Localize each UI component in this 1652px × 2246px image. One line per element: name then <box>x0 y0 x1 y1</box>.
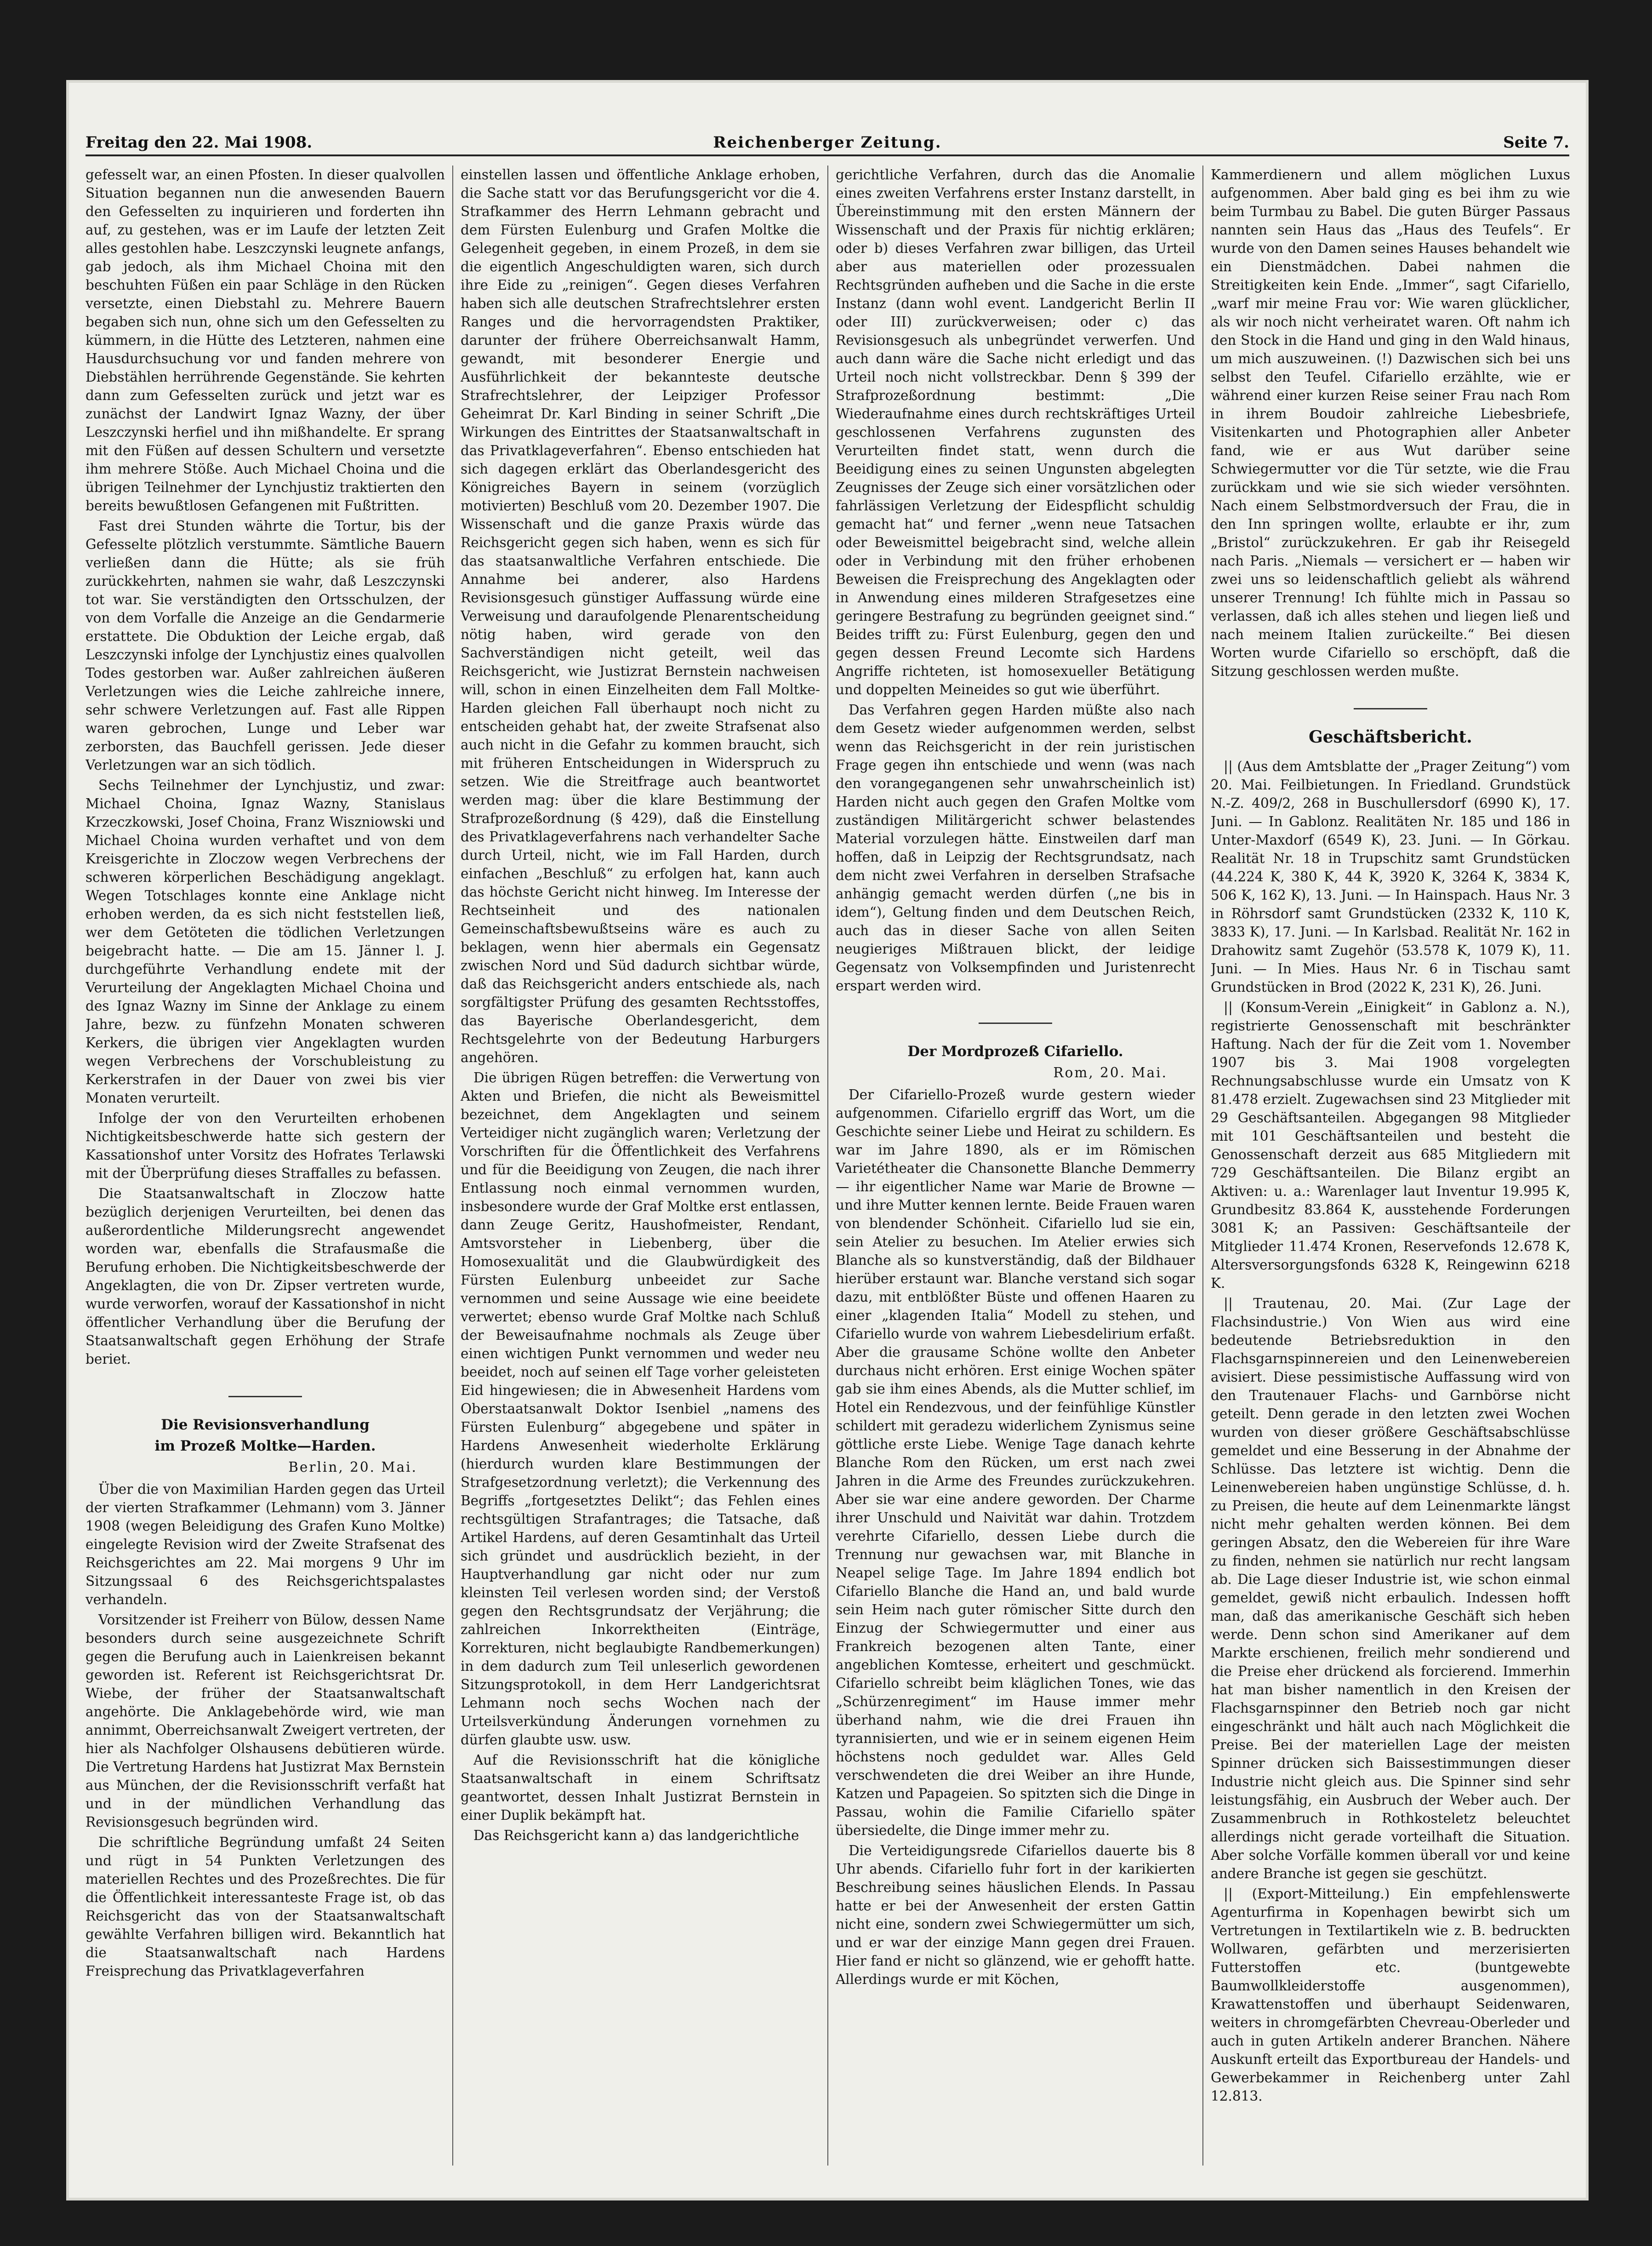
article-paragraph: Kammerdienern und allem möglichen Luxus aufgenommen. Aber bald ging es bei ihm zu wie beim Turmbau zu Babel. Die guten Bürger Passaus nannten sein Haus das „Haus des Teufels“. Er wurde von den Damen seines Hauses behandelt wie ein Dienstmädchen. Dabei nahmen die Streitigkeiten kein Ende. „Immer“, sagt Cifariello, „warf mir meine Frau vor: Wie waren glücklicher, als wir noch nicht verheiratet waren. Oft nahm ich den Stock in die Hand und ging in den Wald hinaus, um mich auszuweinen. (!) Dazwischen sich bei uns selbst den Teufel. Cifariello erzählte, wie er während einer kurzen Reise seiner Frau nach Rom in ihrem Boudoir zahlreiche Liebesbriefe, Visitenkarten und Photographien aller Anbeter fand, wie er aus Wut darüber seine Schwiegermutter vor die Tür setzte, wie die Frau zurückkam und wie sie sich wieder versöhnten. Nach einem Selbstmordversuch der Frau, die in den Inn springen wollte, erlaubte er ihr, zum „Bristol“ zurückzukehren. Er gab ihr Reisegeld nach Paris. „Niemals — versichert er — haben wir zwei uns so leidenschaftlich geliebt als während unserer Trennung! Ich fühlte mich in Passau so verlassen, daß ich alles stehen und liegen ließ und nach meinem Italien zurückeilte.“ Bei diesen Worten wurde Cifariello so erschöpft, daß die Sitzung geschlossen werden mußte. <box>1211 167 1570 679</box>
newspaper-page <box>69 83 1586 2198</box>
page-header <box>85 127 1569 156</box>
article-paragraph: Über die von Maximilian Harden gegen das Urteil der vierten Strafkammer (Lehmann) vom 3. Jänner 1908 (wegen Beleidigung des Grafen Kuno Moltke) eingelegte Revision wird der Zweite Strafsenat des Reichsgerichtes am 22. Mai morgens 9 Uhr im Sitzungssaal 6 des Reichsgerichtspalastes verhandeln. <box>85 1481 445 1607</box>
article-paragraph: gefesselt war, an einen Pfosten. In dieser qualvollen Situation begannen nun die anwesenden Bauern den Gefesselten zu inquirieren und forderten ihn auf, zu gestehen, was er im Laufe der letzten Zeit alles gestohlen habe. Leszczynski leugnete anfangs, gab jedoch, als ihm Michael Choina mit den beschuhten Füßen ein paar Schläge in den Rücken versetzte, einen Diebstahl zu. Mehrere Bauern begaben sich nun, ohne sich um den Gefesselten zu kümmern, in die Hütte des Letzteren, nahmen eine Hausdurchsuchung vor und fanden mehrere von Diebstählen herrührende Gegenstände. Sie kehrten dann zum Gefesselten zurück und jetzt war es zunächst der Landwirt Ignaz Wazny, der über Leszczynski herfiel und ihn mißhandelte. Er sprang mit den Füßen auf dessen Schultern und versetzte ihm mehrere Stöße. Auch Michael Choina und die übrigen Teilnehmer der Lynchjustiz traktierten den bereits bewußtlosen Gefangenen mit Fußtritten. <box>85 167 445 514</box>
article-dateline: Berlin, 20. Mai. <box>288 1459 417 1475</box>
article-dateline: Rom, 20. Mai. <box>1053 1065 1168 1080</box>
article-paragraph: Sechs Teilnehmer der Lynchjustiz, und zwar: Michael Choina, Ignaz Wazny, Stanislaus Krzeczkowski, Josef Choina, Franz Wiszniowski und Michael Choina wurden verhaftet und von dem Kreisgerichte in Zloczow wegen Verbrechens der schweren körperlichen Beschädigung angeklagt. Wegen Totschlages konnte eine Anklage nicht erhoben werden, da es sich nicht feststellen ließ, wer dem Getöteten die tödlichen Verletzungen beigebracht hatte. — Die am 15. Jänner l. J. durchgeführte Verhandlung endete mit der Verurteilung der Angeklagten Michael Choina und des Ignaz Wazny im Sinne der Anklage zu einem Jahre, bezw. zu fünfzehn Monaten schweren Kerkers, die übrigen vier Angeklagten wurden wegen Verbrechens der Vorschubleistung zu Kerkerstrafen in der Dauer von zwei bis vier Monaten verurteilt. <box>85 777 445 1106</box>
column-3 <box>836 166 1195 2166</box>
article-heading: Der Mordprozeß Cifariello. <box>907 1043 1123 1060</box>
article-paragraph: Die Verteidigungsrede Cifariellos dauerte bis 8 Uhr abends. Cifariello fuhr fort in der karikierten Beschreibung seines häuslichen Elends. In Passau hatte er bei der Anwesenheit der ersten Gattin nicht eine, sondern zwei Schwiegermütter um sich, und er war der einzige Mann gegen drei Frauen. Hier fand er nicht so glänzend, wie er gehofft hatte. Allerdings wurde er mit Köchen, <box>836 1843 1195 1987</box>
article-paragraph: Die übrigen Rügen betreffen: die Verwertung von Akten und Briefen, die nicht als Beweismittel bezeichnet, dem Angeklagten und seinem Verteidiger nicht zugänglich waren; Verletzung der Vorschriften für die Öffentlichkeit des Verfahrens und für die Beeidigung von Zeugen, die nach ihrer Entlassung noch einmal vernommen wurden, insbesondere wurde der Graf Moltke erst entlassen, dann Zeuge Geritz, Haushofmeister, Rendant, Amtsvorsteher in Liebenberg, über die Homosexualität und die Glaubwürdigkeit des Fürsten Eulenburg unbeeidet zur Sache vernommen und seine Aussage wie eine beeidete verwertet; ebenso wurde Graf Moltke nach Schluß der Beweisaufnahme nochmals als Zeuge über einen wichtigen Punkt vernommen und weder neu beeidet, noch auf seinen elf Tage vorher geleisteten Eid hingewiesen; die in Abwesenheit Hardens vom Oberstaatsanwalt Doktor Isenbiel „namens des Fürsten Eulenburg“ abgegebene und später in Hardens Anwesenheit wiederholte Erklärung (hierdurch wurden klare Bestimmungen der Strafgesetzordnung verletzt); die Verkennung des Begriffs „fortgesetztes Delikt“; das Fehlen eines rechtsgültigen Strafantrages; die Tatsache, daß Artikel Hardens, auf deren Gesamtinhalt das Urteil sich gründet und ausdrücklich bezieht, in der Hauptverhandlung gar nicht oder nur zum kleinsten Teil verlesen worden sind; der Verstoß gegen den Rechtsgrundsatz der Verjährung; die zahlreichen Inkorrektheiten (Einträge, Korrekturen, nicht beglaubigte Randbemerkungen) in dem dadurch zum Teil unleserlich gewordenen Sitzungsprotokoll, in dem Herr Landgerichtsrat Lehmann noch sechs Wochen nach der Urteilsverkündung Änderungen vornehmen zu dürfen glaubte usw. usw. <box>461 1070 820 1748</box>
business-notice: || (Export-Mitteilung.) Ein empfehlenswerte Agenturfirma in Kopenhagen bewirbt sich um Vertretungen in Textilartikeln wie z. B. bedruckten Wollwaren, gefärbten und merzerisierten Futterstoffen etc. (buntgewebte Baumwollkleiderstoffe ausgenommen), Krawattenstoffen und überhaupt Seidenwaren, weiters in chromgefärbten Chevreau-Oberleder und auch in guten Artikeln anderer Branchen. Nähere Auskunft erteilt das Exportbureau der Handels- und Gewerbekammer in Reichenberg unter Zahl 12.813. <box>1211 1886 1570 2104</box>
article-paragraph: Das Reichsgericht kann a) das landgerichtliche <box>473 1828 799 1843</box>
column-2 <box>461 166 820 2166</box>
article-paragraph: Die Staatsanwaltschaft in Zloczow hatte bezüglich derjenigen Verurteilten, bei denen das außerordentliche Milderungsrecht angewendet worden war, ebenfalls die Strafausmaße die Berufung erhoben. Die Nichtigkeitsbeschwerde der Angeklagten, die von Dr. Zipser vertreten wurde, wurde verworfen, worauf der Kassationshof in nicht öffentlicher Verhandlung über die Berufung der Staatsanwaltschaft gegen Erhöhung der Strafe beriet. <box>85 1186 445 1367</box>
article-paragraph: Infolge der von den Verurteilten erhobenen Nichtigkeitsbeschwerde hatte sich gestern der Kassationshof unter Vorsitz des Hofrates Terlawski mit der Überprüfung dieses Straffalles zu befassen. <box>85 1110 445 1181</box>
column-rule <box>827 166 828 2166</box>
article-paragraph: einstellen lassen und öffentliche Anklage erhoben, die Sache statt vor das Berufungsgericht vor die 4. Strafkammer des Herrn Lehmann gebracht und dem Fürsten Eulenburg und Grafen Moltke die Gelegenheit gegeben, in einem Prozeß, in dem sie die eigentlich Angeschuldigten waren, sich durch ihre Eide zu „reinigen“. Gegen dieses Verfahren haben sich alle deutschen Strafrechtslehrer ersten Ranges und die hervorragendsten Praktiker, darunter der frühere Oberreichsanwalt Hamm, gewandt, mit besonderer Energie und Ausführlichkeit der bekannteste deutsche Strafrechtslehrer, der Leipziger Professor Geheimrat Dr. Karl Binding in seiner Schrift „Die Wirkungen des Eintrittes der Staatsanwaltschaft in das Privatklageverfahren“. Ebenso entschieden hat sich dagegen erklärt das Oberlandesgericht des Königreiches Bayern in seinem (vorzüglich motivierten) Beschluß vom 20. Dezember 1907. Die Wissenschaft und die ganze Praxis würde das Reichsgericht gegen sich haben, wenn es sich für das staatsanwaltliche Verfahren entschiede. Die Annahme bei anderer, also Hardens Revisionsgesuch günstiger Auffassung würde eine Verweisung und daraufolgende Plenarentscheidung nötig haben, wird gerade von den Sachverständigen nicht geteilt, weil das Reichsgericht, wie Justizrat Bernstein nachweisen will, schon in einen Einzelheiten dem Fall Moltke-Harden gleichen Fall überhaupt noch nicht zu entscheiden gehabt hat, der zweite Strafsenat also auch nicht in die Gefahr zu kommen braucht, sich mit früheren Entscheidungen in Widerspruch zu setzen. Wie die Streitfrage auch beantwortet werden mag: über die klare Bestimmung der Strafprozeßordnung (§ 429), daß die Einstellung des Privatklageverfahrens nach verhandelter Sache durch Urteil, nicht, wie im Fall Harden, durch einfachen „Beschluß“ zu erfolgen hat, kann auch das höchste Gericht nicht hinweg. Im Interesse der Rechtseinheit und des nationalen Gemeinschaftsbewußtseins wäre es auch zu beklagen, wenn hier abermals ein Gegensatz zwischen Nord und Süd dadurch sichtbar würde, daß das Reichsgericht anders entschiede als, nach sorgfältigster Prüfung des gesamten Rechtsstoffes, das Bayerische Oberlandesgericht, dem Rechtsgelehrte von der Bedeutung Harburgers angehören. <box>461 167 820 1065</box>
header-date: Freitag den 22. Mai 1908. <box>85 133 313 152</box>
article-paragraph: Die schriftliche Begründung umfaßt 24 Seiten und rügt in 54 Punkten Verletzungen des materiellen Rechtes und des Prozeßrechtes. Die für die Öffentlichkeit interessanteste Frage ist, ob das Reichsgericht das von der Staatsanwaltschaft gewählte Verfahren billigen wird. Bekanntlich hat die Staatsanwaltschaft nach Hardens Freisprechung das Privatklageverfahren <box>85 1835 445 1979</box>
section-divider <box>979 1023 1052 1024</box>
section-title: Geschäftsbericht. <box>1309 727 1472 747</box>
business-notice: || (Konsum-Verein „Einigkeit“ in Gablonz a. N.), registrierte Genossenschaft mit beschränkter Haftung. Nach der für die Zeit vom 1. November 1907 bis 3. Mai 1908 vorgelegten Rechnungsabschlusse wurde ein Umsatz von K 81.478 erzielt. Zugewachsen sind 23 Mitglieder mit 29 Geschäftsanteilen. Abgegangen 98 Mitglieder mit 101 Geschäftsanteilen und besteht die Genossenschaft derzeit aus 685 Mitgliedern mit 729 Geschäftsanteilen. Die Bilanz ergibt an Aktiven: u. a.: Warenlager laut Inventur 19.995 K, Grundbesitz 83.864 K, ausstehende Forderungen 3081 K; an Passiven: Geschäftsanteile der Mitglieder 11.474 Kronen, Reservefonds 12.678 K, Altersversorgungsfonds 6328 K, Reingewinn 6218 K. <box>1211 1000 1570 1291</box>
column-4 <box>1211 166 1570 2166</box>
column-1 <box>85 166 445 2166</box>
article-paragraph: Auf die Revisionsschrift hat die königliche Staatsanwaltschaft in einem Schriftsatz geantwortet, dessen Inhalt Justizrat Bernstein in einer Duplik bekämpft hat. <box>461 1752 820 1823</box>
header-page-number: Seite 7. <box>1503 133 1569 152</box>
article-paragraph: Vorsitzender ist Freiherr von Bülow, dessen Name besonders durch seine ausgezeichnete Schrift gegen die Berufung auch in Laienkreisen bekannt geworden ist. Referent ist Reichsgerichtsrat Dr. Wiebe, der früher der Staatsanwaltschaft angehörte. Die Anklagebehörde wird, wie man annimmt, Oberreichsanwalt Zweigert vertreten, der hier als Nachfolger Olshausens debütieren würde. Die Vertretung Hardens hat Justizrat Max Bernstein aus München, der die Revisionsschrift verfaßt hat und in der mündlichen Verhandlung das Revisionsgesuch begründen wird. <box>85 1612 445 1830</box>
header-paper-name: Reichenberger Zeitung. <box>713 133 942 152</box>
column-rule <box>1202 166 1203 2166</box>
article-paragraph: Fast drei Stunden währte die Tortur, bis der Gefesselte plötzlich verstummte. Sämtliche Bauern verließen dann die Hütte; als sie früh zurückkehrten, nahmen sie wahr, daß Leszczynski tot war. Sie verständigten den Ortsschulzen, der von dem Vorfalle die Anzeige an die Gendarmerie erstattete. Die Obduktion der Leiche ergab, daß Leszczynski infolge der Lynchjustiz eines qualvollen Todes gestorben war. Außer zahlreichen äußeren Verletzungen wies die Leiche zahlreiche innere, sehr schwere Verletzungen auf. Fast alle Rippen waren gebrochen, Lunge und Leber war zerborsten, das Bauchfell gerissen. Jede dieser Verletzungen war an sich tödlich. <box>85 518 445 773</box>
article-paragraph: Der Cifariello-Prozeß wurde gestern wieder aufgenommen. Cifariello ergriff das Wort, um die Geschichte seiner Liebe und Heirat zu schildern. Es war im Jahre 1890, als er im Römischen Varietétheater die Chansonette Blanche Demmerry — ihr eigentlicher Name war Marie de Browne — und ihre Mutter kennen lernte. Beide Frauen waren von blendender Schönheit. Cifariello lud sie ein, sein Atelier zu besuchen. Im Atelier erwies sich Blanche als so kunstverständig, daß der Bildhauer hierüber erstaunt war. Blanche verstand sich sogar dazu, mit entblößter Büste und offenen Haaren zu einer „klagenden Italia“ Modell zu stehen, und Cifariello wurde von wahrem Liebesdelirium erfaßt. Aber die grausame Schöne wollte den Anbeter durchaus nicht erhören. Erst einige Wochen später gab sie ihm eines Abends, als die Mutter schlief, im Hotel ein Rendezvous, und der feinfühlige Künstler schildert mit geradezu widerlichem Zynismus seine göttliche erste Liebe. Wenige Tage danach kehrte Blanche Rom den Rücken, um erst nach zwei Jahren in die Arme des Freundes zurückzukehren. Aber sie war eine andere geworden. Der Charme ihrer Unschuld und Naivität war dahin. Trotzdem verehrte Cifariello, dessen Liebe durch die Trennung nur gewachsen war, mit Blanche in Neapel selige Tage. Im Jahre 1894 endlich bot Cifariello Blanche die Hand an, und bald wurde sein Heim nach guter römischer Sitte durch den Einzug der Schwiegermutter und einer aus Frankreich bezogenen alten Tante, einer angeblichen Komtesse, erheitert und geschmückt. Cifariello schreibt beim kläglichen Tones, wie das „Schürzenregiment“ im Hause immer mehr überhand nahm, wie die drei Frauen ihn tyrannisierten, und wie er in seinem eigenen Heim höchstens noch geduldet war. Alles Geld verschwendeten die drei Weiber an ihre Hunde, Katzen und Papageien. So spitzten sich die Dinge in Passau, wohin die Familie Cifariello später übersiedelte, die Dinge immer mehr zu. <box>836 1087 1195 1838</box>
article-heading: Die Revisionsverhandlung <box>161 1417 370 1433</box>
article-paragraph: gerichtliche Verfahren, durch das die Anomalie eines zweiten Verfahrens erster Instanz darstellt, in Übereinstimmung mit den ersten Männern der Wissenschaft und der Praxis für nichtig erklären; oder b) dieses Verfahren zwar billigen, das Urteil aber aus materiellen oder prozessualen Rechtsgründen aufheben und die Sache in die erste Instanz (dann wohl event. Landgericht Berlin II oder III) zurückverweisen; oder c) das Revisionsgesuch als unbegründet verwerfen. Und auch dann wäre die Sache nicht erledigt und das Urteil noch nicht vollstreckbar. Denn § 399 der Strafprozeßordnung bestimmt: „Die Wiederaufnahme eines durch rechtskräftiges Urteil geschlossenen Verfahrens zugunsten des Verurteilten findet statt, wenn durch die Beeidigung eines zu seinen Ungunsten abgelegten Zeugnisses der Zeuge sich einer vorsätzlichen oder fahrlässigen Verletzung der Eidespflicht schuldig gemacht hat“ und ferner „wenn neue Tatsachen oder Beweismittel beigebracht sind, welche allein oder in Verbindung mit den früher erhobenen Beweisen die Freisprechung des Angeklagten oder in Anwendung eines milderen Strafgesetzes eine geringere Bestrafung zu begründen geeignet sind.“ Beides trifft zu: Fürst Eulenburg, gegen den und gegen dessen Freund Lecomte sich Hardens Angriffe richteten, ist homosexueller Betätigung und doppelten Meineides so gut wie überführt. <box>836 167 1195 697</box>
column-rule <box>452 166 453 2166</box>
section-divider <box>1354 708 1427 709</box>
section-divider <box>228 1396 302 1397</box>
article-subheading: im Prozeß Moltke—Harden. <box>154 1438 376 1454</box>
business-notice: || (Aus dem Amtsblatte der „Prager Zeitung“) vom 20. Mai. Feilbietungen. In Friedland. Grundstück N.-Z. 409/2, 268 in Buschullersdorf (6990 K), 17. Juni. — In Gablonz. Realitäten Nr. 185 und 186 in Unter-Maxdorf (6549 K), 23. Juni. — In Görkau. Realität Nr. 18 in Trupschitz samt Grundstücken (44.224 K, 380 K, 44 K, 3920 K, 3264 K, 3834 K, 506 K, 162 K), 13. Juni. — In Hainspach. Haus Nr. 3 in Röhrsdorf samt Grundstücken (2332 K, 110 K, 3833 K), 17. Juni. — In Karlsbad. Realität Nr. 162 in Drahowitz samt Zugehör (53.578 K, 1079 K), 11. Juni. — In Mies. Haus Nr. 6 in Tischau samt Grundstücken in Brod (2022 K, 231 K), 26. Juni. <box>1211 759 1570 995</box>
business-notice: || Trautenau, 20. Mai. (Zur Lage der Flachsindustrie.) Von Wien aus wird eine bedeutende Betriebsreduktion in den Flachsgarnspinnereien und den Leinenwebereien avisiert. Diese pessimistische Auffassung wird von den Trautenauer Flachs- und Garnbörse nicht geteilt. Denn gerade in den letzten zwei Wochen wurden von dieser größere Geschäftsabschlüsse gemeldet und eine Besserung in der Abnahme der Schlüsse. Das letztere ist wichtig. Denn die Leinenwebereien haben ungünstige Schlüsse, d. h. zu Preisen, die heute auf dem Leinenmarkte längst nicht mehr gehalten werden können. Bei dem geringen Absatz, den die Webereien für ihre Ware zu finden, nehmen sie natürlich nur recht langsam ab. Die Lage dieser Industrie ist, wie schon einmal gemeldet, gewiß nicht erbaulich. Indessen hofft man, daß das amerikanische Geschäft sich heben werde. Denn schon sind Amerikaner auf dem Markte erschienen, freilich mehr sondierend und die Preise eher drückend als forcierend. Immerhin hat man bisher namentlich in den Kreisen der Flachsgarnspinner den Betrieb noch gar nicht eingeschränkt und hält auch nach Möglichkeit die Preise. Bei der materiellen Lage der meisten Spinner drücken sich Baissestimmungen dieser Industrie nicht gleich aus. Die Spinner sind sehr leistungsfähig, ein Ausbruch der Weber auch. Der Zusammenbruch in Rothkosteletz beleuchtet allerdings nicht gerade vorteilhaft die Situation. Aber solche Vorfälle kommen überall vor und keine andere Branche ist gegen sie geschützt. <box>1211 1296 1570 1881</box>
article-paragraph: Das Verfahren gegen Harden müßte also nach dem Gesetz wieder aufgenommen werden, selbst wenn das Reichsgericht in der rein juristischen Frage gegen ihn entschiede und wenn (was nach den vorangegangenen sehr unwahrscheinlich ist) Harden nicht auch gegen den Grafen Moltke vom zuständigen Militärgericht schwer belastendes Material vorzulegen hätte. Einstweilen darf man hoffen, daß in Leipzig der Rechtsgrundsatz, nach dem nicht zwei Verfahren in derselben Strafsache anhängig gemacht werden dürfen („ne bis in idem“), Geltung finden und dem Deutschen Reich, auch das in dieser Sache von allen Seiten neugieriges Mißtrauen blickt, der leidige Gegensatz von Volksempfinden und Juristenrecht erspart werden wird. <box>836 702 1195 994</box>
